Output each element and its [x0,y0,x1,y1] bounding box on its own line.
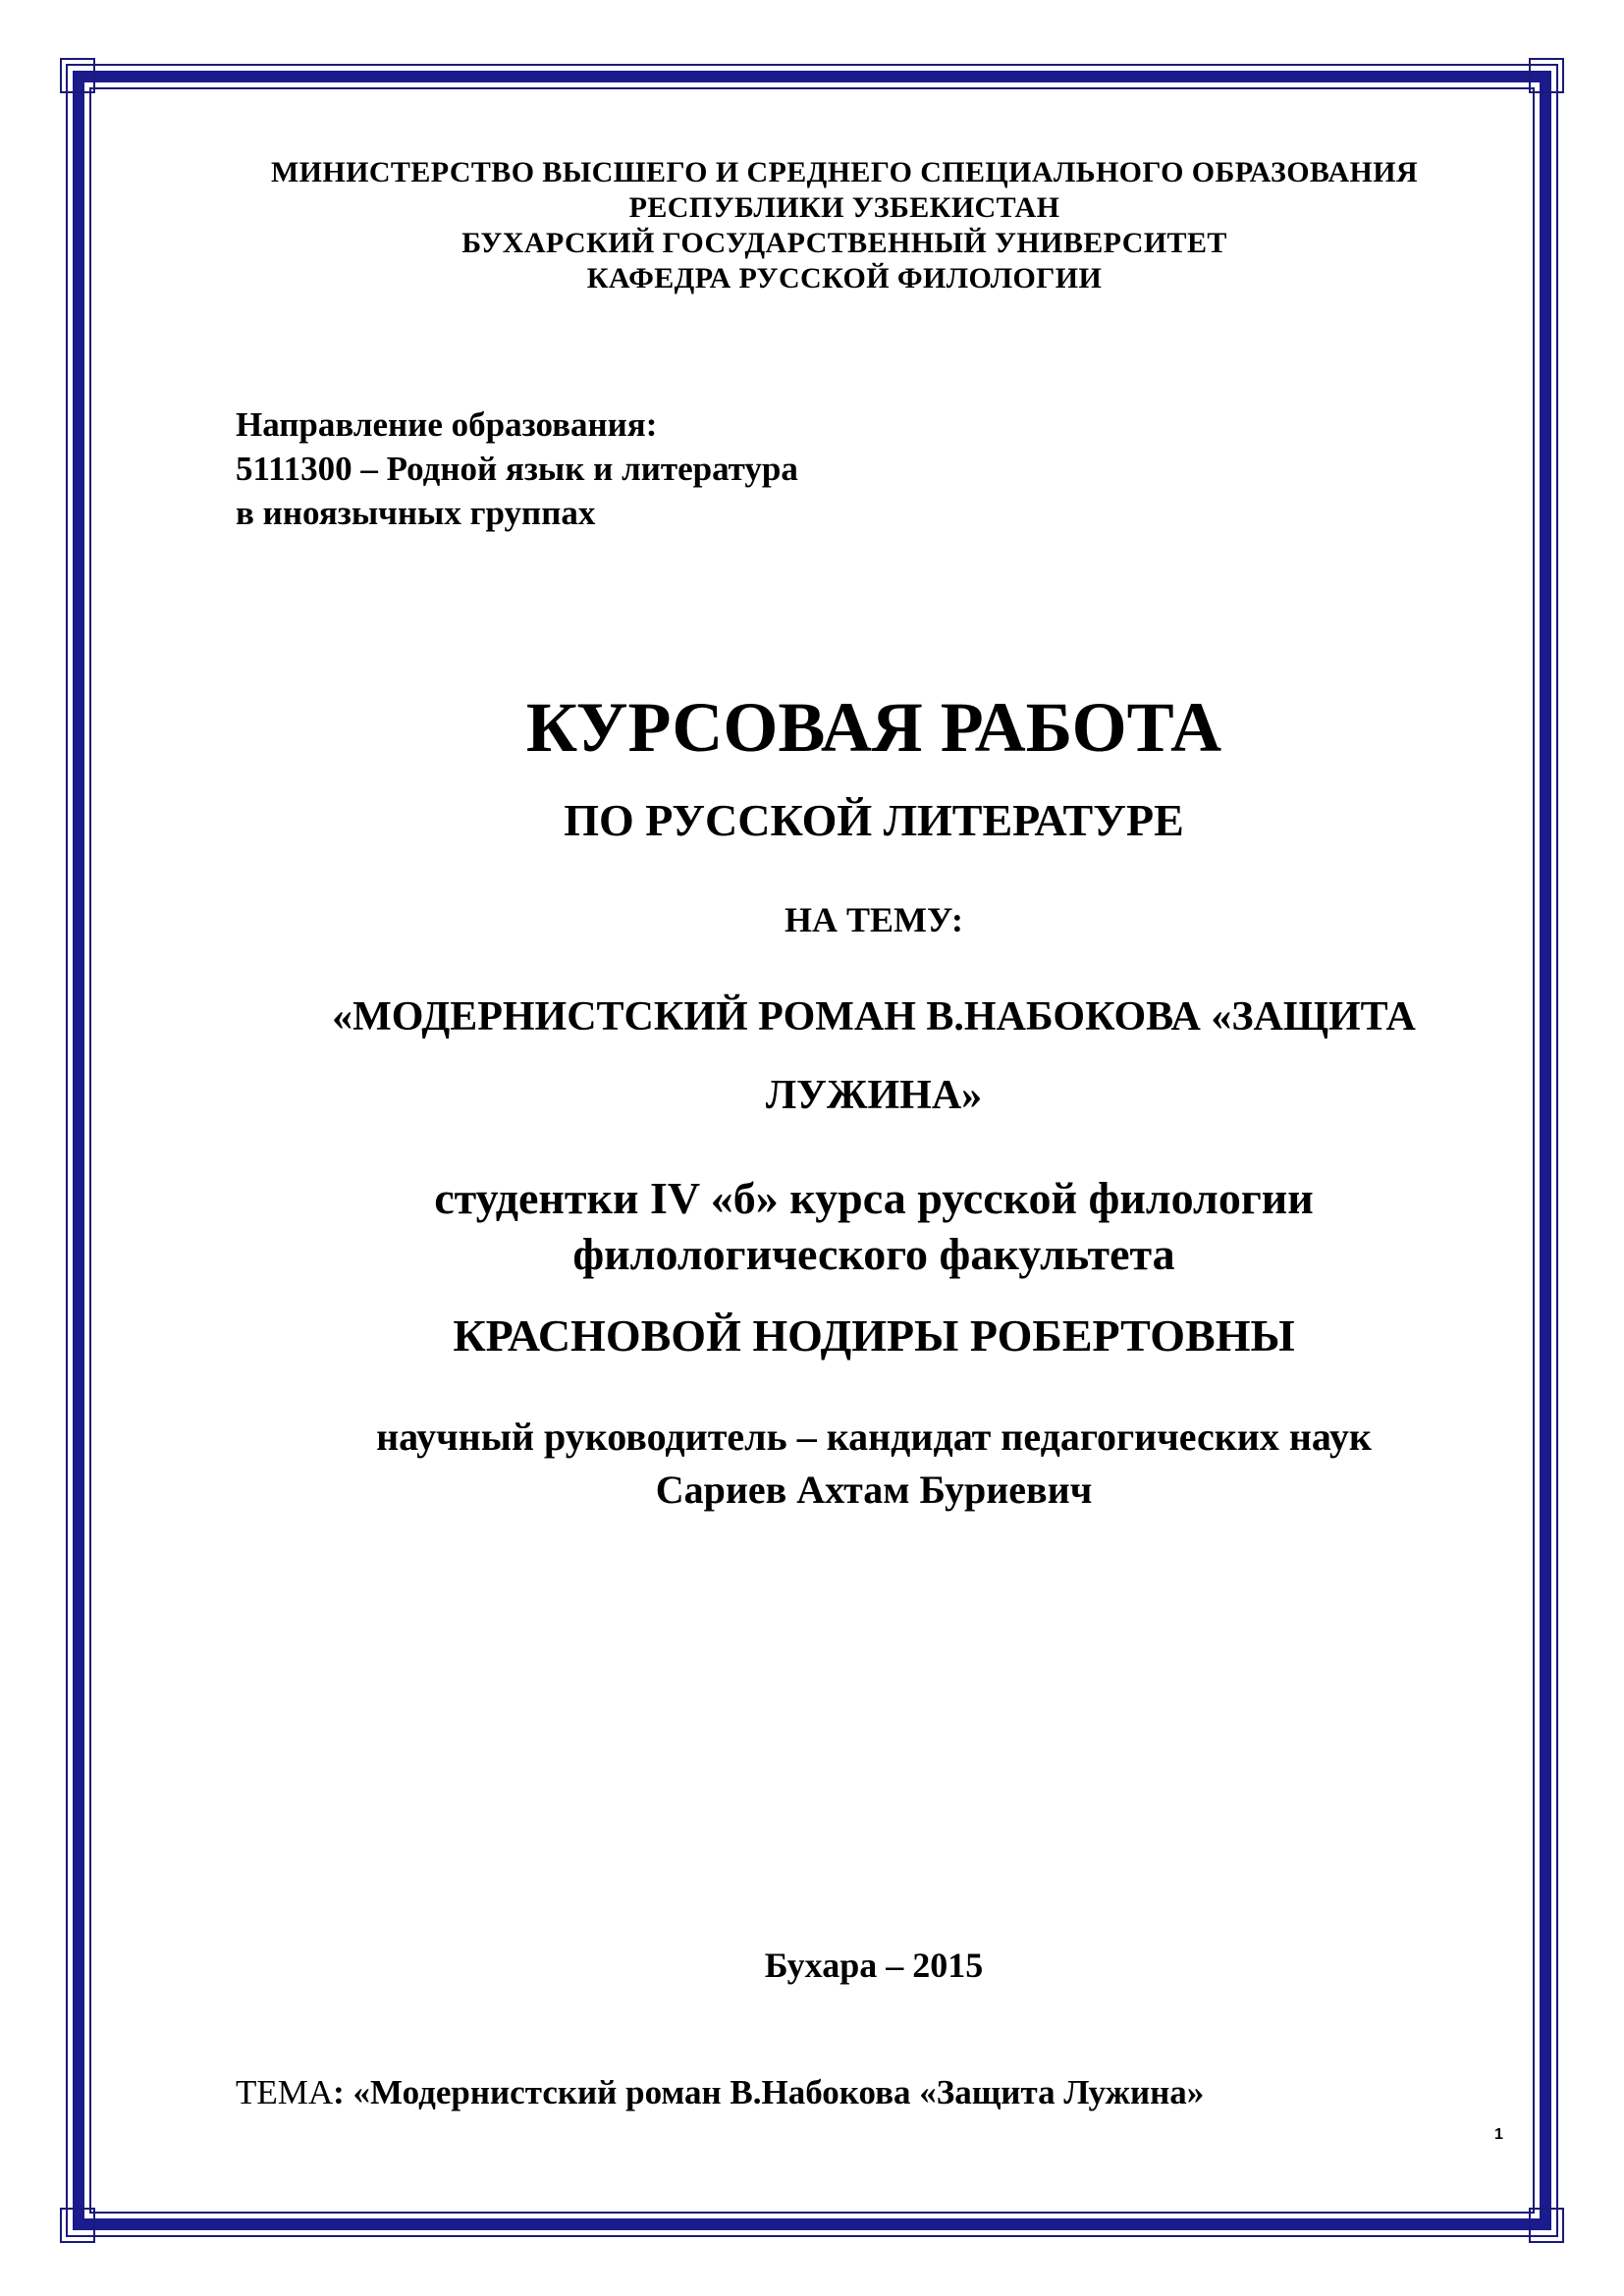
topic-line-2: ЛУЖИНА» [765,1073,983,1118]
topic-line-1: «МОДЕРНИСТСКИЙ РОМАН В.НАБОКОВА «ЗАЩИТА [332,994,1416,1040]
topic-label: НА ТЕМУ: [784,900,964,939]
header-republic: РЕСПУБЛИКИ УЗБЕКИСТАН [628,191,1060,224]
city-year: Бухара – 2015 [764,1946,984,1985]
page-number: 1 [1494,2126,1503,2143]
direction-code: 5111300 – Родной язык и литература [236,450,798,488]
document-title: КУРСОВАЯ РАБОТА [525,688,1222,767]
student-info-line-1: студентки IV «б» курса русской филологии [434,1173,1314,1223]
student-info-line-2: филологического факультета [572,1229,1175,1279]
header-university: БУХАРСКИЙ ГОСУДАРСТВЕННЫЙ УНИВЕРСИТЕТ [461,227,1227,259]
student-name: КРАСНОВОЙ НОДИРЫ РОБЕРТОВНЫ [453,1310,1295,1361]
supervisor-title: научный руководитель – кандидат педагогических наук [376,1415,1372,1459]
direction-group: в иноязычных группах [236,494,596,532]
header-ministry: МИНИСТЕРСТВО ВЫСШЕГО И СРЕДНЕГО СПЕЦИАЛЬНОГО ОБРАЗОВАНИЯ [270,156,1419,188]
institution-header [157,155,1532,296]
document-subtitle: ПО РУССКОЙ ЛИТЕРАТУРЕ [564,795,1184,845]
header-department: КАФЕДРА РУССКОЙ ФИЛОЛОГИИ [586,262,1103,294]
supervisor-name: Сариев Ахтам Буриевич [655,1468,1093,1512]
footer-theme-text: : «Модернистский роман В.Набокова «Защита Лужина» [333,2073,1205,2111]
education-direction [236,402,798,535]
footer-theme [236,2071,1204,2114]
footer-theme-label: ТЕМА [236,2073,334,2111]
direction-label: Направление образования: [236,405,658,444]
